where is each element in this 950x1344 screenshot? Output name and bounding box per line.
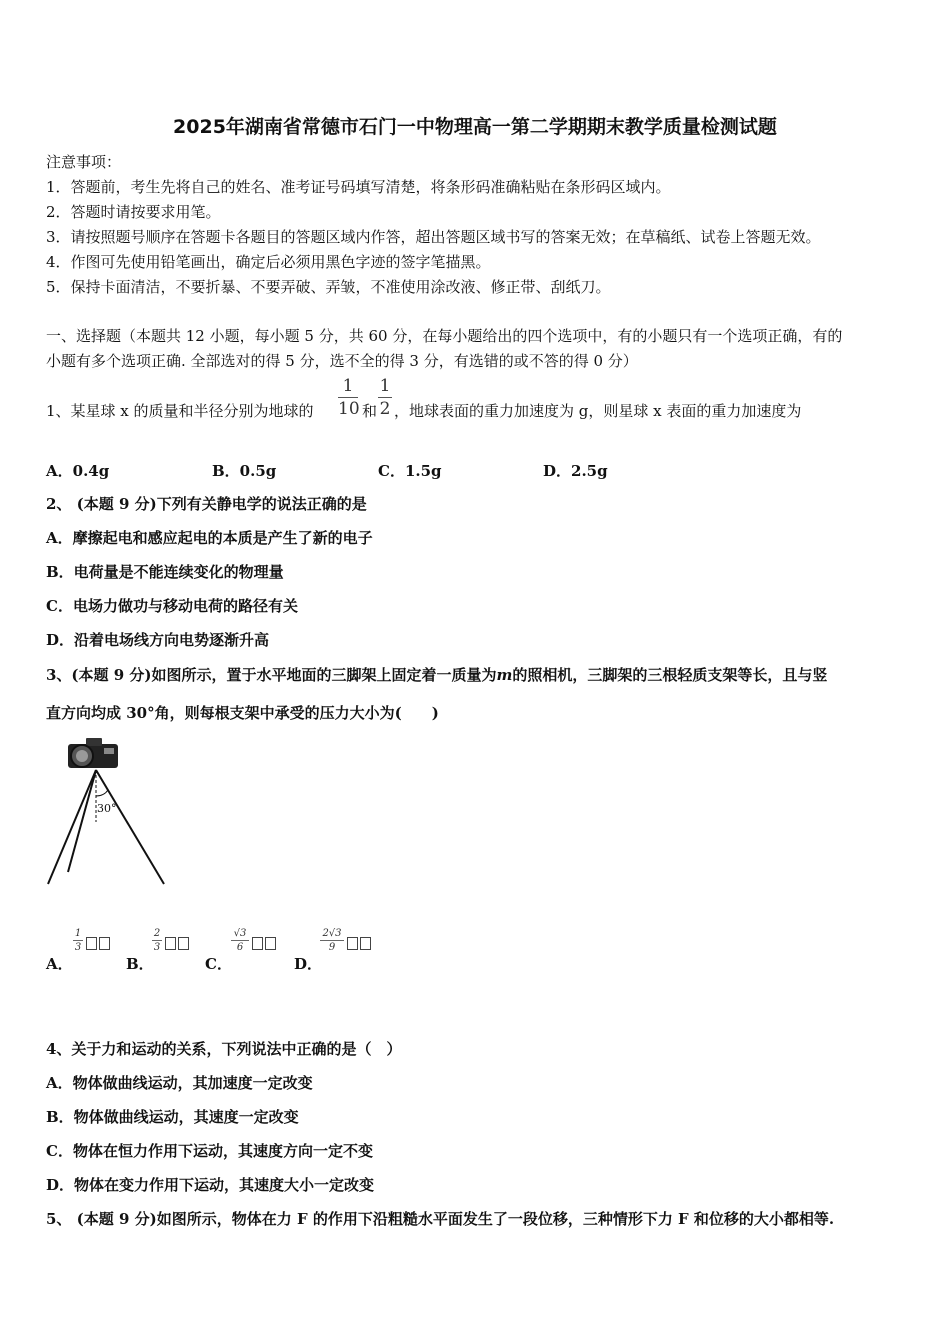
q4-option-d[interactable]: D．物体在变力作用下运动，其速度大小一定改变 (46, 1176, 375, 1194)
q2-option-c[interactable]: C．电场力做功与移动电荷的路径有关 (46, 597, 298, 615)
q1-option-a[interactable]: A．0.4g (46, 462, 110, 480)
tripod-leg-left (48, 770, 96, 884)
missing-glyph-box (252, 937, 263, 950)
q3-option-a-denominator: 3 (74, 942, 82, 953)
missing-glyph-boxes (250, 933, 276, 952)
missing-glyph-box (347, 937, 358, 950)
fraction-bar (152, 940, 162, 941)
missing-glyph-box (360, 937, 371, 950)
q3-stem-part2: 的照相机，三脚架的三根轻质支架等长，且与竖 (512, 666, 828, 684)
q3-option-c-numerator: √3 (233, 928, 247, 939)
fraction-bar (338, 397, 358, 398)
q3-option-d-fraction (320, 928, 344, 953)
q1-frac1-numerator: 1 (342, 376, 354, 396)
fraction-bar (378, 397, 392, 398)
q3-option-b-numerator: 2 (153, 928, 161, 939)
q2-option-d[interactable]: D．沿着电场线方向电势逐渐升高 (46, 631, 270, 649)
q3-option-c-fraction (231, 928, 249, 953)
q3-option-a-fraction (73, 928, 83, 953)
q1-option-b[interactable]: B．0.5g (212, 462, 277, 480)
q3-option-d-label[interactable]: D． (294, 955, 323, 973)
q1-option-d[interactable]: D．2.5g (543, 462, 608, 480)
tripod-leg-middle (68, 770, 96, 872)
fraction-bar (320, 940, 344, 941)
q3-option-a-numerator: 1 (74, 928, 82, 939)
q3-option-c-label[interactable]: C． (205, 955, 232, 973)
q5-stem: 5、 (本题 9 分)如图所示，物体在力 F 的作用下沿粗糙水平面发生了一段位移，三种情形下力 F 和位移的大小都相等. (46, 1210, 835, 1228)
notice-item: 2．答题时请按要求用笔。 (46, 203, 221, 221)
tripod-camera-figure (44, 734, 174, 890)
q1-frac2-numerator: 1 (379, 376, 391, 396)
q1-fraction-mass (338, 376, 358, 419)
notice-item: 1．答题前，考生先将自己的姓名、准考证号码填写清楚，将条形码准确粘贴在条形码区域内。 (46, 178, 671, 196)
q3-option-c-denominator: 6 (236, 942, 244, 953)
notice-item: 3．请按照题号顺序在答题卡各题目的答题区域内作答，超出答题区域书写的答案无效；在草稿纸、试卷上答题无效。 (46, 228, 821, 246)
q3-stem-part1: 3、(本题 9 分)如图所示，置于水平地面的三脚架上固定着一质量为 (46, 666, 497, 684)
q1-stem-suffix: ，地球表面的重力加速度为 g，则星球 x 表面的重力加速度为 (394, 402, 802, 420)
fraction-bar (73, 940, 83, 941)
missing-glyph-boxes (345, 933, 371, 952)
q3-option-d-denominator: 9 (328, 942, 336, 953)
section-heading-line2: 小题有多个选项正确. 全部选对的得 5 分，选不全的得 3 分，有选错的或不答的得 0 分） (46, 352, 638, 370)
q1-frac2-denominator: 2 (379, 399, 391, 419)
missing-glyph-box (99, 937, 110, 950)
q2-option-b[interactable]: B．电荷量是不能连续变化的物理量 (46, 563, 284, 581)
fraction-bar (231, 940, 249, 941)
missing-glyph-box (165, 937, 176, 950)
missing-glyph-box (178, 937, 189, 950)
q3-option-d-numerator: 2√3 (322, 928, 342, 939)
page-title: 2025年湖南省常德市石门一中物理高一第二学期期末教学质量检测试题 (173, 116, 777, 138)
section-heading-line1: 一、选择题（本题共 12 小题，每小题 5 分，共 60 分，在每小题给出的四个选项中，有的小题只有一个选项正确，有的 (46, 327, 843, 345)
q3-stem-line1 (46, 665, 827, 685)
q3-option-b-denominator: 3 (153, 942, 161, 953)
missing-glyph-box (265, 937, 276, 950)
tripod-leg-right (96, 770, 164, 884)
notice-item: 5．保持卡面清洁，不要折暴、不要弄破、弄皱，不准使用涂改液、修正带、刮纸刀。 (46, 278, 611, 296)
q1-frac1-denominator: 10 (338, 399, 360, 419)
q3-option-a-label[interactable]: A． (46, 955, 73, 973)
notice-heading: 注意事项： (46, 153, 122, 171)
q3-option-b-fraction (152, 928, 162, 953)
q1-option-c[interactable]: C．1.5g (378, 462, 442, 480)
q4-option-c[interactable]: C．物体在恒力作用下运动，其速度方向一定不变 (46, 1142, 373, 1160)
q1-and: 和 (362, 402, 378, 420)
q3-option-b-label[interactable]: B． (126, 955, 154, 973)
angle-arc (96, 790, 108, 796)
q1-fraction-radius (378, 376, 392, 419)
missing-glyph-box (86, 937, 97, 950)
q2-option-a[interactable]: A．摩擦起电和感应起电的本质是产生了新的电子 (46, 529, 373, 547)
q2-stem: 2、 (本题 9 分)下列有关静电学的说法正确的是 (46, 495, 367, 513)
camera-icon (68, 738, 118, 768)
q1-stem-prefix: 1、某星球 x 的质量和半径分别为地球的 (46, 402, 314, 420)
q4-option-a[interactable]: A．物体做曲线运动，其加速度一定改变 (46, 1074, 313, 1092)
notice-item: 4．作图可先使用铅笔画出，确定后必须用黑色字迹的签字笔描黑。 (46, 253, 491, 271)
q3-mass-symbol: m (496, 666, 513, 684)
missing-glyph-boxes (84, 933, 110, 952)
angle-label: 30° (97, 802, 117, 815)
missing-glyph-boxes (163, 933, 189, 952)
q3-stem-line2: 直方向均成 30°角，则每根支架中承受的压力大小为( ) (46, 704, 439, 722)
q4-stem: 4、关于力和运动的关系，下列说法中正确的是（ ） (46, 1040, 402, 1058)
q4-option-b[interactable]: B．物体做曲线运动，其速度一定改变 (46, 1108, 299, 1126)
